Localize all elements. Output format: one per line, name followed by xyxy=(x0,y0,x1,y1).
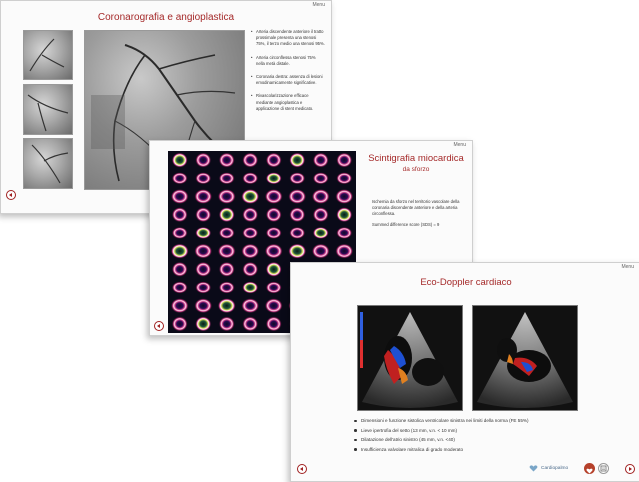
scintigraphy-slice xyxy=(195,262,211,277)
scintigraphy-slice xyxy=(266,316,282,331)
scintigraphy-slice xyxy=(289,172,305,184)
scintigraphy-slice xyxy=(172,282,188,294)
back-button[interactable] xyxy=(297,464,307,474)
scintigraphy-slice xyxy=(219,153,235,168)
angio-thumbnail[interactable] xyxy=(23,30,73,80)
scintigraphy-slice xyxy=(242,227,258,239)
cardiopalmo-label: Cardiopalmo xyxy=(541,466,569,471)
slide-title-main: Scintigrafia miocardica xyxy=(368,153,464,164)
angio-thumbnail[interactable] xyxy=(23,138,73,189)
scintigraphy-slice xyxy=(289,153,305,168)
echo-doppler-image xyxy=(357,305,463,411)
scintigraphy-slice xyxy=(194,298,212,313)
scintigraphy-slice xyxy=(195,316,211,331)
scintigraphy-slice xyxy=(195,207,211,222)
scintigraphy-text: Ischemia da sforzo nel territorio vascolare della coronaria discendente anteriore e della arteria circonflessa. xyxy=(372,199,460,216)
scintigraphy-slice xyxy=(242,153,258,168)
scintigraphy-slice xyxy=(219,172,235,184)
scintigraphy-slice xyxy=(219,262,235,277)
scintigraphy-slice xyxy=(172,227,188,239)
echo-doppler-image xyxy=(472,305,578,411)
sds-text: Summed difference score (SDS) = 9 xyxy=(372,222,440,227)
echo-finding-item: Dimensioni e funzione sistolica ventricolare sinistra nei limiti della norma (FE 55%) xyxy=(353,416,633,426)
scintigraphy-slice xyxy=(242,262,258,277)
slide-title xyxy=(368,153,464,173)
scintigraphy-slice xyxy=(219,227,235,239)
scintigraphy-slice xyxy=(194,189,212,204)
slide-eco-doppler xyxy=(290,262,639,482)
scintigraphy-slice xyxy=(219,207,235,222)
scintigraphy-slice xyxy=(313,227,329,239)
slide-subtitle: da sforzo xyxy=(402,166,430,173)
finding-item: • Rivascolarizzazione efficace mediante angioplastica e applicazione di stent medicato. xyxy=(251,93,325,112)
scintigraphy-slice xyxy=(266,227,282,239)
scintigraphy-slice xyxy=(172,207,188,222)
angio-thumbnail[interactable] xyxy=(23,84,73,135)
scintigraphy-description xyxy=(372,199,462,233)
scintigraphy-slice xyxy=(336,172,352,184)
scintigraphy-slice xyxy=(312,189,330,204)
slide-title: Coronarografia e angioplastica xyxy=(97,12,235,23)
slide-title: Eco-Doppler cardiaco xyxy=(420,277,512,288)
scintigraphy-slice xyxy=(265,189,283,204)
scintigraphy-slice xyxy=(266,153,282,168)
scintigraphy-slice xyxy=(194,244,212,259)
scintigraphy-slice xyxy=(172,262,188,277)
scintigraphy-slice xyxy=(242,282,258,294)
scintigraphy-slice xyxy=(172,153,188,168)
scintigraphy-slice xyxy=(171,189,189,204)
back-button[interactable] xyxy=(6,190,16,200)
echo-finding-item: Dilatazione dell'atrio sinistro (45 mm, v.n. <40) xyxy=(353,435,633,445)
scintigraphy-slice xyxy=(266,282,282,294)
scintigraphy-slice xyxy=(218,189,236,204)
scintigraphy-slice xyxy=(195,282,211,294)
scintigraphy-slice xyxy=(266,207,282,222)
echo-finding-item: Insufficienza valvolare mitralica di grado moderato xyxy=(353,445,633,455)
menu-link[interactable]: Menu xyxy=(621,264,634,270)
scintigraphy-slice xyxy=(312,244,330,259)
scintigraphy-slice xyxy=(195,172,211,184)
scintigraphy-slice xyxy=(242,316,258,331)
heart-icon xyxy=(584,465,595,476)
findings-list xyxy=(251,29,325,119)
scintigraphy-slice xyxy=(218,244,236,259)
scintigraphy-slice xyxy=(219,316,235,331)
scintigraphy-slice xyxy=(313,172,329,184)
scintigraphy-slice xyxy=(288,244,306,259)
finding-item: • Coronaria destra: assenza di lesioni emodinamicamente significative. xyxy=(251,74,325,86)
scintigraphy-slice xyxy=(195,227,211,239)
scintigraphy-slice xyxy=(265,244,283,259)
scintigraphy-slice xyxy=(288,189,306,204)
scintigraphy-slice xyxy=(171,244,189,259)
scintigraphy-slice xyxy=(241,189,259,204)
scintigraphy-slice xyxy=(313,207,329,222)
scintigraphy-slice xyxy=(336,227,352,239)
finding-item: • Arteria circonflessa stenosi 75% nella metà distale. xyxy=(251,55,325,67)
notes-icon xyxy=(599,464,608,473)
echo-finding-item: Lieve ipertrofia del setto (13 mm, v.n. < 10 mm) xyxy=(353,426,633,436)
scintigraphy-slice xyxy=(336,153,352,168)
back-button[interactable] xyxy=(154,321,164,331)
scintigraphy-slice xyxy=(241,298,259,313)
scintigraphy-slice xyxy=(241,244,259,259)
scintigraphy-slice xyxy=(313,153,329,168)
scintigraphy-slice xyxy=(336,207,352,222)
scintigraphy-slice xyxy=(172,172,188,184)
scintigraphy-slice xyxy=(242,172,258,184)
scintigraphy-slice xyxy=(289,227,305,239)
echo-findings-list xyxy=(353,416,633,454)
heart-button[interactable] xyxy=(584,463,595,474)
scintigraphy-slice xyxy=(195,153,211,168)
menu-link[interactable]: Menu xyxy=(312,2,325,8)
finding-item: • Arteria discendente anteriore il tratto prossimale presenta una stenosi 75%, il terzo medio una stenosi 95%. xyxy=(251,29,325,48)
scintigraphy-slice xyxy=(266,172,282,184)
scintigraphy-slice xyxy=(218,298,236,313)
scintigraphy-slice xyxy=(289,207,305,222)
scintigraphy-slice xyxy=(171,298,189,313)
scintigraphy-slice xyxy=(172,316,188,331)
scintigraphy-slice xyxy=(242,207,258,222)
notes-button[interactable] xyxy=(598,463,609,474)
menu-link[interactable]: Menu xyxy=(453,142,466,148)
scintigraphy-slice xyxy=(335,189,353,204)
scintigraphy-slice xyxy=(219,282,235,294)
scintigraphy-slice xyxy=(335,244,353,259)
scintigraphy-slice xyxy=(265,298,283,313)
scintigraphy-slice xyxy=(266,262,282,277)
forward-button[interactable] xyxy=(625,464,635,474)
cardiopalmo-link[interactable] xyxy=(529,464,568,473)
heart-icon xyxy=(529,465,538,472)
